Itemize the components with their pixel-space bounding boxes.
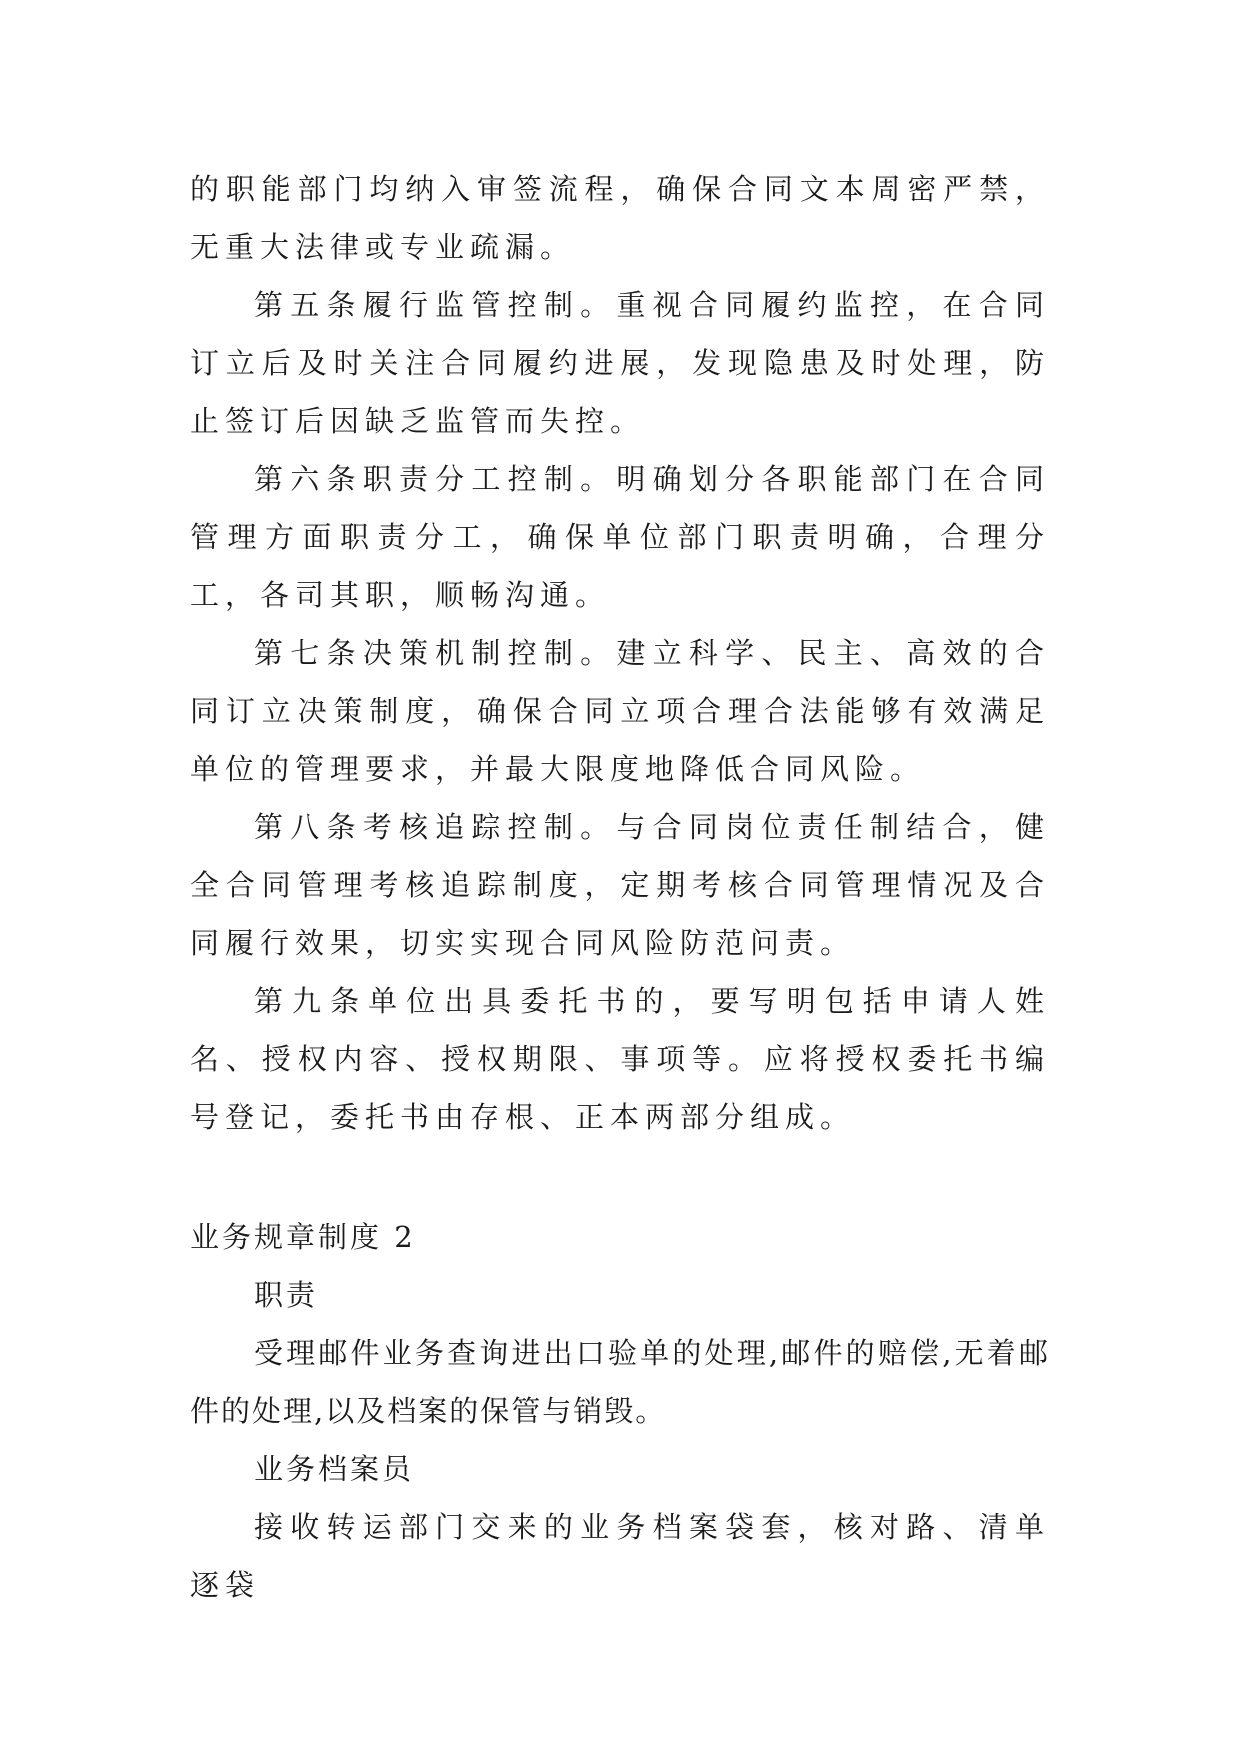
paragraph-article-8: 第八条考核追踪控制。与合同岗位责任制结合，健全合同管理考核追踪制度，定期考核合同管理情况及合同履行效果，切实实现合同风险防范问责。 [190, 810, 1050, 960]
section-title: 业务规章制度 2 [190, 1220, 416, 1254]
paragraph-article-9: 第九条单位出具委托书的，要写明包括申请人姓名、授权内容、授权期限、事项等。应将授权委托书编号登记，委托书由存根、正本两部分组成。 [190, 984, 1050, 1134]
paragraph-article-5: 第五条履行监管控制。重视合同履约监控，在合同订立后及时关注合同履约进展，发现隐患及时处理，防止签订后因缺乏监管而失控。 [190, 288, 1050, 438]
paragraph-duties: 受理邮件业务查询进出口验单的处理,邮件的赔偿,无着邮件的处理,以及档案的保管与销毁。 [190, 1336, 1050, 1428]
subhead-duties: 职责 [254, 1278, 319, 1312]
subhead-archivist: 业务档案员 [254, 1452, 415, 1486]
document-page [190, 160, 1050, 1614]
paragraph-article-6: 第六条职责分工控制。明确划分各职能部门在合同管理方面职责分工，确保单位部门职责明确，合理分工，各司其职，顺畅沟通。 [190, 462, 1050, 612]
paragraph-continuation: 的职能部门均纳入审签流程，确保合同文本周密严禁，无重大法律或专业疏漏。 [190, 172, 1050, 264]
paragraph-archivist: 接收转运部门交来的业务档案袋套，核对路、清单逐袋 [190, 1510, 1050, 1602]
paragraph-article-7: 第七条决策机制控制。建立科学、民主、高效的合同订立决策制度，确保合同立项合理合法能够有效满足单位的管理要求，并最大限度地降低合同风险。 [190, 636, 1050, 786]
